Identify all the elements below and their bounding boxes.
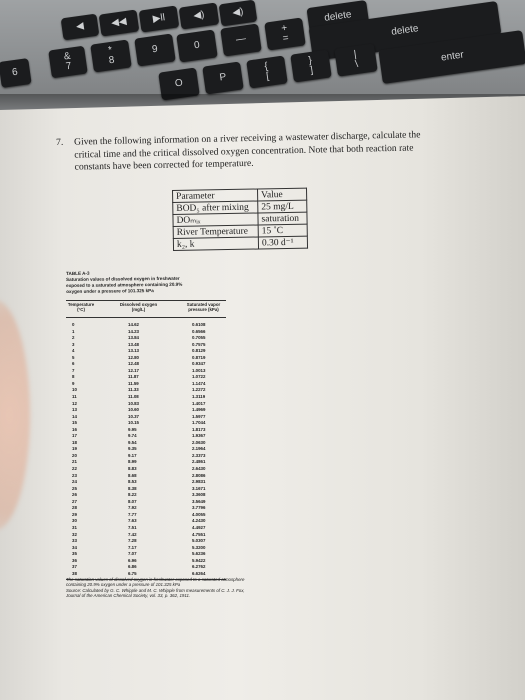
table-rule bbox=[66, 300, 226, 301]
vapor-pressure-cell: 2.4861 bbox=[192, 459, 206, 465]
table-a3-note: The saturation values of dissolved oxygen in freshwater exposed to a saturated atmosphere containing 20.9% oxygen under a pressure of 101.325 kPa bbox=[66, 577, 245, 588]
temperature-cell: 22 bbox=[72, 466, 77, 472]
vapor-pressure-cell: 1.3119 bbox=[192, 394, 206, 400]
dissolved-oxygen-cell: 7.07 bbox=[128, 551, 137, 557]
param-cell: BOD₅ after mixing bbox=[173, 201, 258, 214]
dissolved-oxygen-cell: 7.51 bbox=[128, 524, 137, 530]
table-a3-title: TABLE A-3 bbox=[66, 270, 90, 276]
dissolved-oxygen-cell: 12.48 bbox=[128, 361, 139, 367]
vapor-pressure-cell: 1.4017 bbox=[192, 400, 206, 406]
parameter-table bbox=[172, 188, 308, 251]
dissolved-oxygen-cell: 10.15 bbox=[128, 420, 139, 426]
vapor-pressure-cell: 3.1671 bbox=[192, 485, 206, 491]
vapor-pressure-cell: 0.8719 bbox=[192, 354, 206, 360]
temperature-cell: 20 bbox=[72, 452, 77, 458]
temperature-cell: 18 bbox=[72, 439, 77, 445]
dissolved-oxygen-column bbox=[128, 322, 139, 577]
temperature-cell: 7 bbox=[72, 367, 75, 373]
vapor-pressure-cell: 0.7055 bbox=[192, 335, 206, 341]
dissolved-oxygen-cell: 8.38 bbox=[128, 485, 137, 491]
temperature-cell: 30 bbox=[72, 518, 77, 524]
table-a3-grid bbox=[66, 300, 266, 575]
vapor-pressure-cell: 5.3200 bbox=[192, 544, 206, 550]
dissolved-oxygen-cell: 6.86 bbox=[128, 564, 137, 570]
dissolved-oxygen-cell: 9.35 bbox=[128, 446, 137, 452]
vapor-pressure-cell: 1.7044 bbox=[192, 420, 206, 426]
dissolved-oxygen-cell: 7.42 bbox=[128, 531, 137, 537]
dissolved-oxygen-cell: 11.59 bbox=[128, 380, 139, 386]
vapor-pressure-cell: 6.6264 bbox=[192, 570, 206, 576]
dissolved-oxygen-cell: 13.13 bbox=[128, 348, 139, 354]
vapor-pressure-cell: 5.6236 bbox=[192, 551, 206, 557]
vapor-pressure-cell: 4.2430 bbox=[192, 518, 206, 524]
temperature-cell: 33 bbox=[72, 538, 77, 544]
table-a3-caption-line: exposed to a saturated atmosphere containing 20.9% bbox=[66, 281, 183, 288]
vapor-pressure-cell: 0.8129 bbox=[192, 348, 206, 354]
dissolved-oxygen-cell: 7.17 bbox=[128, 544, 137, 550]
value-header: Value bbox=[257, 188, 306, 201]
temperature-cell: 34 bbox=[72, 544, 77, 550]
dissolved-oxygen-cell: 7.92 bbox=[128, 505, 137, 511]
key-f10: ◀◀ bbox=[99, 9, 140, 36]
dissolved-oxygen-cell: 11.87 bbox=[128, 374, 139, 380]
temperature-cell: 37 bbox=[72, 564, 77, 570]
vapor-pressure-cell: 1.0013 bbox=[192, 367, 206, 373]
temperature-cell: 8 bbox=[72, 374, 75, 380]
temperature-cell: 2 bbox=[72, 335, 75, 341]
dissolved-oxygen-cell: 14.62 bbox=[128, 322, 139, 327]
key-o: O bbox=[158, 67, 200, 100]
dissolved-oxygen-cell: 11.33 bbox=[128, 387, 139, 393]
vapor-pressure-cell: 4.7551 bbox=[192, 531, 206, 537]
key-9: 9 bbox=[134, 33, 176, 66]
temperature-cell: 19 bbox=[72, 446, 77, 452]
dissolved-oxygen-cell: 11.08 bbox=[128, 394, 139, 400]
vapor-pressure-cell: 0.6108 bbox=[192, 322, 206, 327]
dissolved-oxygen-cell: 6.75 bbox=[128, 570, 137, 576]
dissolved-oxygen-cell: 7.28 bbox=[128, 538, 137, 544]
dissolved-oxygen-cell: 13.48 bbox=[128, 341, 139, 347]
temperature-cell: 32 bbox=[72, 531, 77, 537]
key-f13: ◀) bbox=[219, 0, 258, 26]
vp-header: Saturated vapor pressure (kPa) bbox=[186, 302, 221, 312]
temperature-cell: 35 bbox=[72, 551, 77, 557]
table-a3-caption-line: oxygen under a pressure of 101.325 kPa bbox=[66, 288, 154, 294]
vapor-pressure-cell: 4.0055 bbox=[192, 511, 206, 517]
vapor-pressure-cell: 0.7575 bbox=[192, 341, 206, 347]
key-equals: + = bbox=[264, 17, 306, 50]
key-delete: delete bbox=[309, 1, 502, 61]
key-f11: ▶ll bbox=[139, 5, 180, 32]
temperature-cell: 23 bbox=[72, 472, 77, 478]
vapor-pressure-cell: 1.9367 bbox=[192, 433, 206, 439]
temperature-cell: 25 bbox=[72, 485, 77, 491]
temperature-cell: 17 bbox=[72, 433, 77, 439]
temp-header: Temperature (°C) bbox=[67, 302, 95, 312]
param-cell: k₂, k bbox=[173, 237, 258, 250]
temperature-cell: 5 bbox=[72, 354, 75, 360]
temperature-cell: 10 bbox=[72, 387, 77, 393]
problem-text: Given the following information on a river receiving a wastewater discharge, calculate the critical time and the critical dissolved oxygen concentration. Note that both reaction rate constants have been corrected for temperature. bbox=[73, 129, 421, 173]
param-cell: DOₘᵢₓ bbox=[173, 213, 258, 226]
key-bracket-close: } ] bbox=[290, 49, 332, 82]
vapor-pressure-cell: 1.8173 bbox=[192, 426, 206, 432]
dissolved-oxygen-cell: 6.96 bbox=[128, 557, 137, 563]
vapor-pressure-cell: 2.8086 bbox=[192, 472, 206, 478]
key-8: * 8 bbox=[90, 39, 132, 72]
temperature-cell: 9 bbox=[72, 380, 75, 386]
temperature-cell: 12 bbox=[72, 400, 77, 406]
value-cell: saturation bbox=[258, 212, 307, 225]
dissolved-oxygen-cell: 8.68 bbox=[128, 472, 137, 478]
temperature-cell: 38 bbox=[72, 570, 77, 576]
problem-statement bbox=[56, 129, 427, 174]
param-cell: River Temperature bbox=[173, 225, 258, 238]
temperature-cell: 6 bbox=[72, 361, 75, 367]
do-header: Dissolved oxygen (mg/L) bbox=[119, 302, 158, 312]
table-a3-caption-line: Saturation values of dissolved oxygen in freshwater bbox=[66, 275, 180, 282]
vapor-pressure-cell: 2.9831 bbox=[192, 479, 206, 485]
vapor-pressure-cell: 5.9422 bbox=[192, 557, 206, 563]
vapor-pressure-cell: 2.3373 bbox=[192, 452, 206, 458]
temperature-cell: 3 bbox=[72, 341, 75, 347]
dissolved-oxygen-cell: 8.99 bbox=[128, 459, 137, 465]
dissolved-oxygen-cell: 9.54 bbox=[128, 439, 137, 445]
dissolved-oxygen-cell: 7.77 bbox=[128, 511, 137, 517]
key-6: 6 bbox=[0, 58, 32, 88]
temperature-cell: 29 bbox=[72, 511, 77, 517]
temperature-cell: 36 bbox=[72, 557, 77, 563]
value-cell: 0.30 d⁻¹ bbox=[258, 236, 307, 249]
temperature-cell: 21 bbox=[72, 459, 77, 465]
vapor-pressure-cell: 2.1964 bbox=[192, 446, 206, 452]
vapor-pressure-cell: 4.4927 bbox=[192, 524, 206, 530]
dissolved-oxygen-cell: 9.74 bbox=[128, 433, 137, 439]
temperature-cell: 31 bbox=[72, 524, 77, 530]
temperature-cell: 27 bbox=[72, 498, 77, 504]
vapor-pressure-cell: 3.5649 bbox=[192, 498, 206, 504]
dissolved-oxygen-cell: 10.60 bbox=[128, 407, 139, 413]
dissolved-oxygen-cell: 12.17 bbox=[128, 367, 139, 373]
vapor-pressure-column bbox=[192, 322, 205, 577]
temperature-cell: 16 bbox=[72, 426, 77, 432]
vapor-pressure-cell: 3.7796 bbox=[192, 505, 206, 511]
problem-number: 7. bbox=[56, 136, 64, 148]
key-0: 0 bbox=[176, 29, 218, 62]
table-row bbox=[173, 236, 307, 250]
vapor-pressure-cell: 2.0630 bbox=[192, 439, 206, 445]
temperature-cell: 4 bbox=[72, 348, 75, 354]
key-p: P bbox=[202, 61, 244, 94]
dissolved-oxygen-cell: 8.53 bbox=[128, 479, 137, 485]
vapor-pressure-cell: 1.4969 bbox=[192, 407, 206, 413]
dissolved-oxygen-cell: 9.17 bbox=[128, 452, 137, 458]
vapor-pressure-cell: 1.0722 bbox=[192, 374, 206, 380]
vapor-pressure-cell: 2.6430 bbox=[192, 466, 206, 472]
key-bracket-open: { [ bbox=[246, 55, 288, 88]
temperature-cell: 28 bbox=[72, 505, 77, 511]
key-f12: ◀) bbox=[179, 2, 220, 29]
temperature-cell: 26 bbox=[72, 492, 77, 498]
dissolved-oxygen-cell: 9.95 bbox=[128, 426, 137, 432]
table-a3-source: Source: Calculated by G. C. Whipple and M. C. Whipple from measurements of C. J. J. Fox, Journal of the American Chemical Society, vol. 33, p. 362, 1911. bbox=[66, 587, 245, 599]
temperature-cell: 0 bbox=[72, 322, 75, 327]
table-a3-notes bbox=[66, 577, 256, 599]
temperature-cell: 13 bbox=[72, 407, 77, 413]
dissolved-oxygen-cell: 8.83 bbox=[128, 466, 137, 472]
value-cell: 25 mg/L bbox=[258, 200, 307, 213]
vapor-pressure-cell: 1.5977 bbox=[192, 413, 206, 419]
vapor-pressure-cell: 0.9347 bbox=[192, 361, 206, 367]
vapor-pressure-cell: 3.3608 bbox=[192, 492, 206, 498]
key-minus: — bbox=[220, 23, 262, 56]
temperature-cell: 15 bbox=[72, 420, 77, 426]
dissolved-oxygen-cell: 7.63 bbox=[128, 518, 137, 524]
vapor-pressure-cell: 1.2272 bbox=[192, 387, 206, 393]
key-enter: enter bbox=[378, 30, 525, 84]
key-delete-top: delete bbox=[306, 0, 369, 34]
temperature-cell: 14 bbox=[72, 413, 77, 419]
vapor-pressure-cell: 5.0307 bbox=[192, 538, 206, 544]
param-header: Parameter bbox=[173, 189, 258, 202]
vapor-pressure-cell: 0.6566 bbox=[192, 328, 206, 334]
temperature-cell: 1 bbox=[72, 328, 75, 334]
dissolved-oxygen-cell: 10.83 bbox=[128, 400, 139, 406]
temperature-cell: 11 bbox=[72, 394, 77, 400]
value-cell: 15 ˚C bbox=[258, 224, 307, 237]
dissolved-oxygen-cell: 8.22 bbox=[128, 492, 137, 498]
vapor-pressure-cell: 1.1474 bbox=[192, 380, 206, 386]
table-a3-caption bbox=[66, 269, 241, 295]
dissolved-oxygen-cell: 14.23 bbox=[128, 328, 139, 334]
dissolved-oxygen-cell: 12.80 bbox=[128, 354, 139, 360]
table-rule bbox=[66, 317, 226, 318]
dissolved-oxygen-cell: 13.84 bbox=[128, 335, 139, 341]
key-7: & 7 bbox=[48, 46, 88, 79]
key-backslash: | \ bbox=[334, 43, 378, 76]
dissolved-oxygen-cell: 10.37 bbox=[128, 413, 139, 419]
dissolved-oxygen-cell: 8.07 bbox=[128, 498, 137, 504]
vapor-pressure-cell: 6.2762 bbox=[192, 564, 206, 570]
temperature-column bbox=[72, 322, 77, 577]
temperature-cell: 24 bbox=[72, 479, 77, 485]
key-mute: ◀ bbox=[61, 14, 100, 41]
